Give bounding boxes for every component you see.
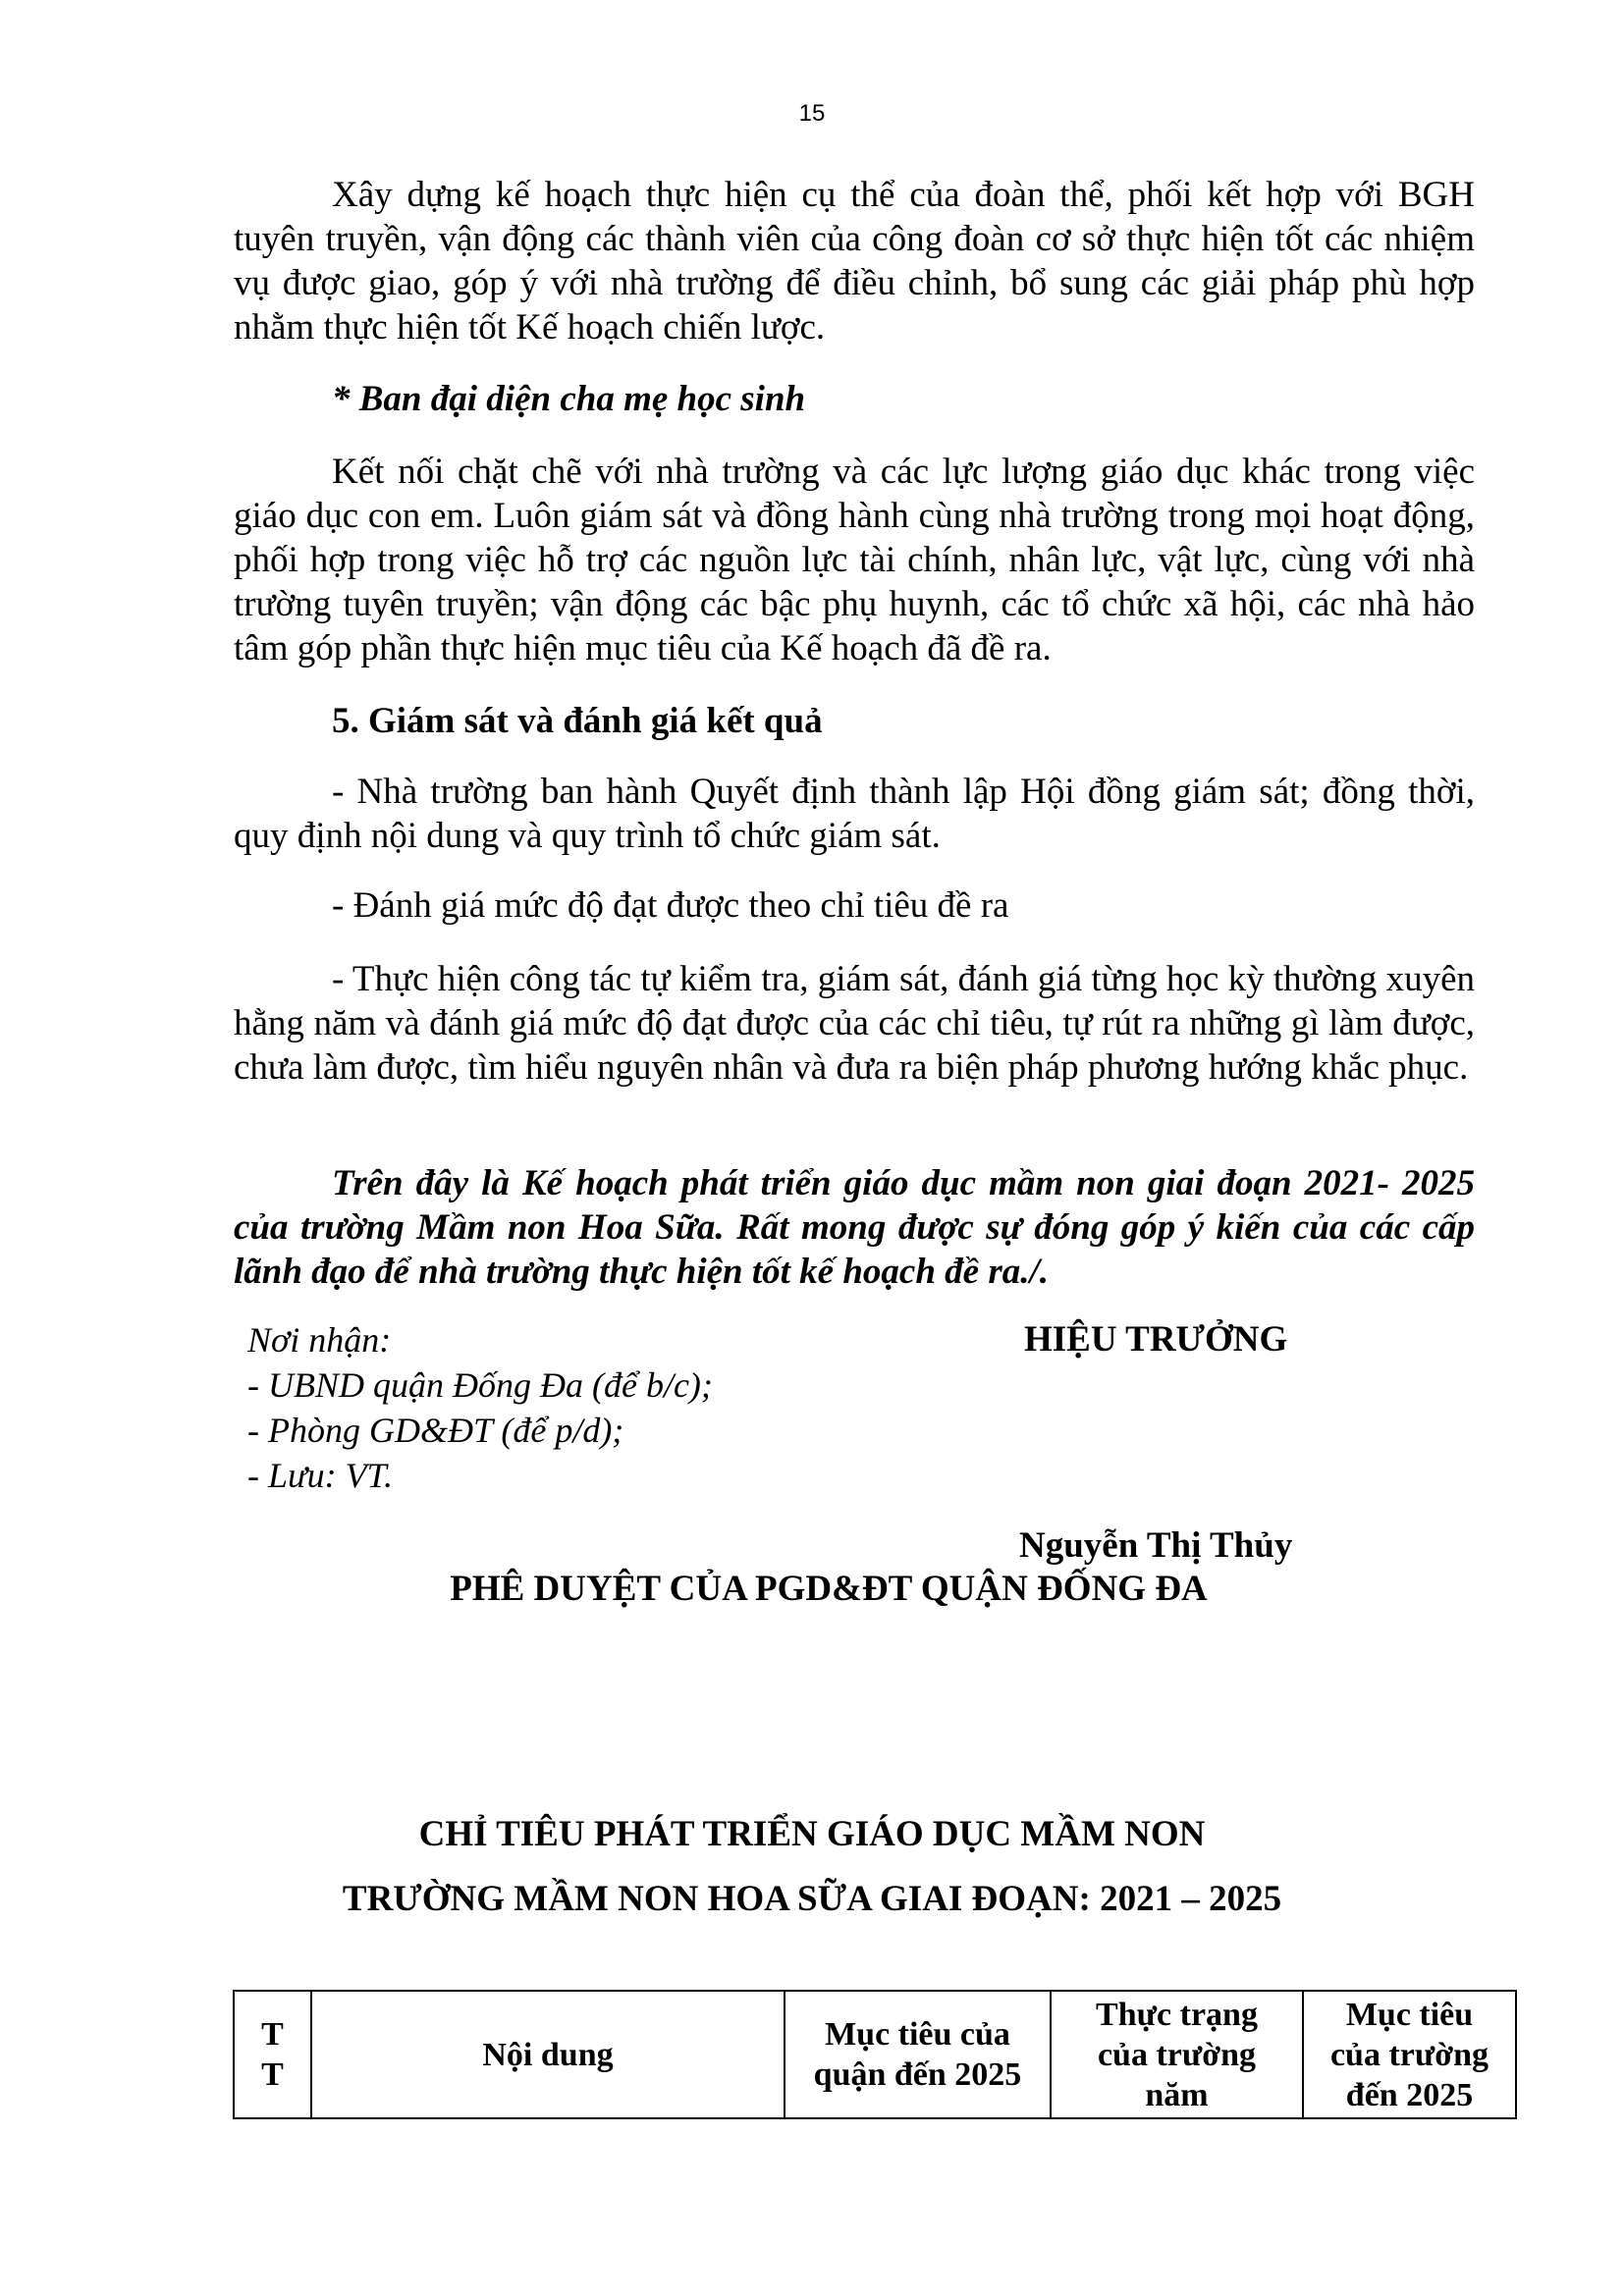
recipients-label: Nơi nhận: xyxy=(247,1320,392,1360)
recipients-list xyxy=(247,1317,713,1498)
recipient-item: - UBND quận Đống Đa (để b/c); xyxy=(247,1365,713,1405)
targets-table xyxy=(233,1990,1517,2119)
section5-heading: 5. Giám sát và đánh giá kết quả xyxy=(332,701,823,741)
bullet-paragraph-3: - Thực hiện công tác tự kiểm tra, giám sát, đánh giá từng học kỳ thường xuyên hằng năm và đánh giá mức độ đạt được của các chỉ tiêu, tự rút ra những gì làm được, chưa làm được, tìm hiểu nguyên nhân và đưa ra biện pháp phương hướng khắc phục. xyxy=(234,959,1475,1088)
recipient-item: - Lưu: VT. xyxy=(247,1456,393,1495)
table-header-row xyxy=(234,1991,1516,2118)
header-content: Nội dung xyxy=(311,1991,785,2118)
closing-paragraph: Trên đây là Kế hoạch phát triển giáo dục mầm non giai đoạn 2021- 2025 của trường Mầm non Hoa Sữa. Rất mong được sự đóng góp ý kiến của các cấp lãnh đạo để nhà trường thực hiện tốt kế hoạch đề ra./. xyxy=(234,1163,1475,1292)
header-status: Thực trạng của trường năm xyxy=(1051,1991,1303,2118)
table-title-line2: TRƯỜNG MẦM NON HOA SỮA GIAI ĐOẠN: 2021 – 2025 xyxy=(342,1879,1282,1919)
table-title-line1: CHỈ TIÊU PHÁT TRIỂN GIÁO DỤC MẦM NON xyxy=(418,1814,1206,1854)
signature-title: HIỆU TRƯỞNG xyxy=(1024,1319,1288,1360)
recipient-item: - Phòng GD&ĐT (để p/d); xyxy=(247,1411,624,1450)
bullet-paragraph-2: - Đánh giá mức độ đạt được theo chỉ tiêu đề ra xyxy=(332,885,1009,926)
header-tt: T T xyxy=(234,1991,311,2118)
header-school-target: Mục tiêu của trường đến 2025 xyxy=(1303,1991,1516,2118)
page-number: 15 xyxy=(798,100,826,127)
parents-heading: * Ban đại diện cha mẹ học sinh xyxy=(332,379,806,419)
header-district-target: Mục tiêu của quận đến 2025 xyxy=(785,1991,1051,2118)
approval-heading: PHÊ DUYỆT CỦA PGD&ĐT QUẬN ĐỐNG ĐA xyxy=(450,1569,1208,1609)
signature-name: Nguyễn Thị Thủy xyxy=(1019,1525,1293,1566)
bullet-paragraph-1: - Nhà trường ban hành Quyết định thành lập Hội đồng giám sát; đồng thời, quy định nội dung và quy trình tổ chức giám sát. xyxy=(234,772,1475,856)
parents-paragraph: Kết nối chặt chẽ với nhà trường và các lực lượng giáo dục khác trong việc giáo dục con em. Luôn giám sát và đồng hành cùng nhà trường trong mọi hoạt động, phối hợp trong việc hỗ trợ các nguồn lực tài chính, nhân lực, vật lực, cùng với nhà trường tuyên truyền; vận động các bậc phụ huynh, các tổ chức xã hội, các nhà hảo tâm góp phần thực hiện mục tiêu của Kế hoạch đã đề ra. xyxy=(234,452,1475,668)
union-paragraph: Xây dựng kế hoạch thực hiện cụ thể của đoàn thể, phối kết hợp với BGH tuyên truyền, vận động các thành viên của công đoàn cơ sở thực hiện tốt các nhiệm vụ được giao, góp ý với nhà trường để điều chỉnh, bổ sung các giải pháp phù hợp nhằm thực hiện tốt Kế hoạch chiến lược. xyxy=(234,175,1475,347)
